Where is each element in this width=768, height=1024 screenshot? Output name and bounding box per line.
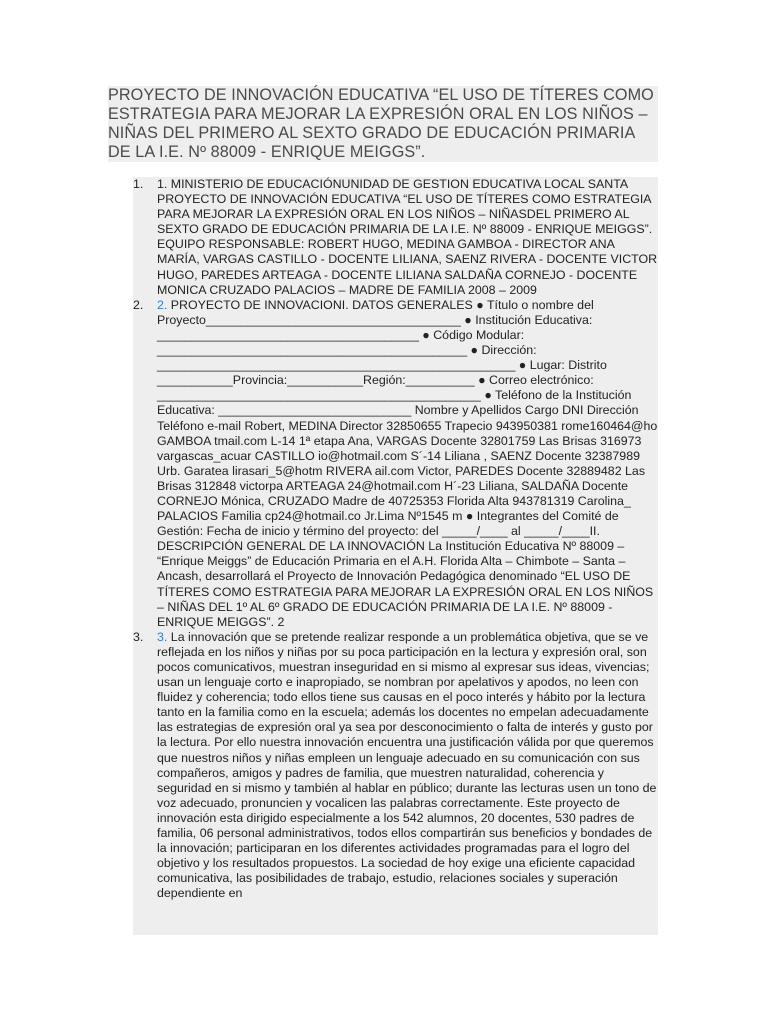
item-number: 2. [133, 297, 144, 312]
item-text: MINISTERIO DE EDUCACIÓNUNIDAD DE GESTION EDUCATIVA LOCAL SANTA PROYECTO DE INNOVACIÓN EDUCATIVA “EL USO DE TÍTERES COMO ESTRATEGIA PARA MEJORAR LA EXPRESIÓN ORAL EN LOS NIÑOS – NIÑASDEL PRIMERO AL SEXTO GRADO DE EDUCACIÓN PRIMARIA DE LA I.E. Nº 88009 - ENRIQUE MEIGGS”. EQUIPO RESPONSABLE: ROBERT HUGO, MEDINA GAMBOA - DIRECTOR ANA MARÍA, VARGAS CASTILLO - DOCENTE LILIANA, SAENZ RIVERA - DOCENTE VICTOR HUGO, PAREDES ARTEAGA - DOCENTE LILIANA SALDAÑA CORNEJO - DOCENTE MONICA CRUZADO PALACIOS – MADRE DE FAMILIA 2008 – 2009 [157, 177, 658, 297]
list-item [133, 298, 658, 630]
item-number: 1. [133, 177, 144, 191]
content-list [133, 177, 658, 935]
list-item [133, 177, 658, 298]
item-lead: 1. [157, 177, 168, 191]
document-title: PROYECTO DE INNOVACIÓN EDUCATIVA “EL USO DE TÍTERES COMO ESTRATEGIA PARA MEJORAR LA EXPRESIÓN ORAL EN LOS NIÑOS – NIÑAS DEL PRIMERO AL SEXTO GRADO DE EDUCACIÓN PRIMARIA DE LA I.E. Nº 88009 - ENRIQUE MEIGGS”. [108, 86, 658, 162]
item-text: PROYECTO DE INNOVACIONI. DATOS GENERALES ● Título o nombre del Proyecto_____________________________________ ● Institución Educativa: ______________________________________ ● Código Modular: _____________________________________________ ● Dirección: ____________________________________________________ ● Lugar: Distrito ___________Provincia:___________Región:__________ ● Correo electrónico: _______________________________________________ ● Teléfono de la Institución Educativa: ____________________________ Nombre y Apellidos Cargo DNI Dirección Teléfono e-mail Robert, MEDINA Director 32850655 Trapecio 943950381 rome160464@ho GAMBOA tmail.com L-14 1ª etapa Ana, VARGAS Docente 32801759 Las Brisas 316973 vargascas_acuar CASTILLO io@hotmail.com S´-14 Liliana , SAENZ Docente 32387989 Urb. Garatea lirasari_5@hotm RIVERA ail.com Victor, PAREDES Docente 32889482 Las Brisas 312848 victorpa ARTEAGA 24@hotmail.com H´-23 Liliana, SALDAÑA Docente CORNEJO Mónica, CRUZADO Madre de 40725353 Florida Alta 943781319 Carolina_ PALACIOS Familia cp24@hotmail.co Jr.Lima Nº1545 m ● Integrantes del Comité de Gestión: Fecha de inicio y término del proyecto: del _____/____ al _____/____II. DESCRIPCIÓN GENERAL DE LA INNOVACIÓN La Institución Educativa Nº 88009 – “Enrique Meiggs” de Educación Primaria en el A.H. Florida Alta – Chimbote – Santa – Ancash, desarrollará el Proyecto de Innovación Pedagógica denominado “EL USO DE TÍTERES COMO ESTRATEGIA PARA MEJORAR LA EXPRESIÓN ORAL EN LOS NIÑOS – NIÑAS DEL 1º AL 6º GRADO DE EDUCACIÓN PRIMARIA DE LA I.E. Nº 88009 - ENRIQUE MEIGGS”. 2 [157, 297, 658, 629]
list-item [133, 630, 658, 902]
item-anchor-link[interactable]: 3. [157, 629, 168, 644]
item-anchor-link[interactable]: 2. [157, 297, 168, 312]
item-number: 3. [133, 629, 144, 644]
item-text: La innovación que se pretende realizar responde a un problemática objetiva, que se ve reflejada en los niños y niñas por su poca participación en la lectura y expresión oral, son pocos comunicativos, muestran inseguridad en si mismo al expresar sus ideas, vivencias; usan un lenguaje corto e inapropiado, se nombran por apelativos y apodos, no leen con fluidez y coherencia; todo ellos tiene sus causas en el poco interés y hábito por la lectura tanto en la familia como en la escuela; además los docentes no empelan adecuadamente las estrategias de expresión oral ya sea por desconocimiento o falta de interés y gusto por la lectura. Por ello nuestra innovación encuentra una justificación válida por que queremos que nuestros niños y niñas empleen un lenguaje adecuado en su comunicación con sus compañeros, amigos y padres de familia, que muestren naturalidad, coherencia y seguridad en si mismo y también al hablar en público; durante las lecturas usen un tono de voz adecuado, pronuncien y vocalicen las palabras correctamente. Este proyecto de innovación esta dirigido especialmente a los 542 alumnos, 20 docentes, 530 padres de familia, 06 personal administrativos, todos ellos compartirán sus beneficios y bondades de la innovación; participaran en los diferentes actividades programadas para el logro del objetivo y los resultados propuestos. La sociedad de hoy exige una eficiente capacidad comunicativa, las posibilidades de trabajo, estudio, relaciones sociales y superación dependiente en [157, 629, 657, 901]
